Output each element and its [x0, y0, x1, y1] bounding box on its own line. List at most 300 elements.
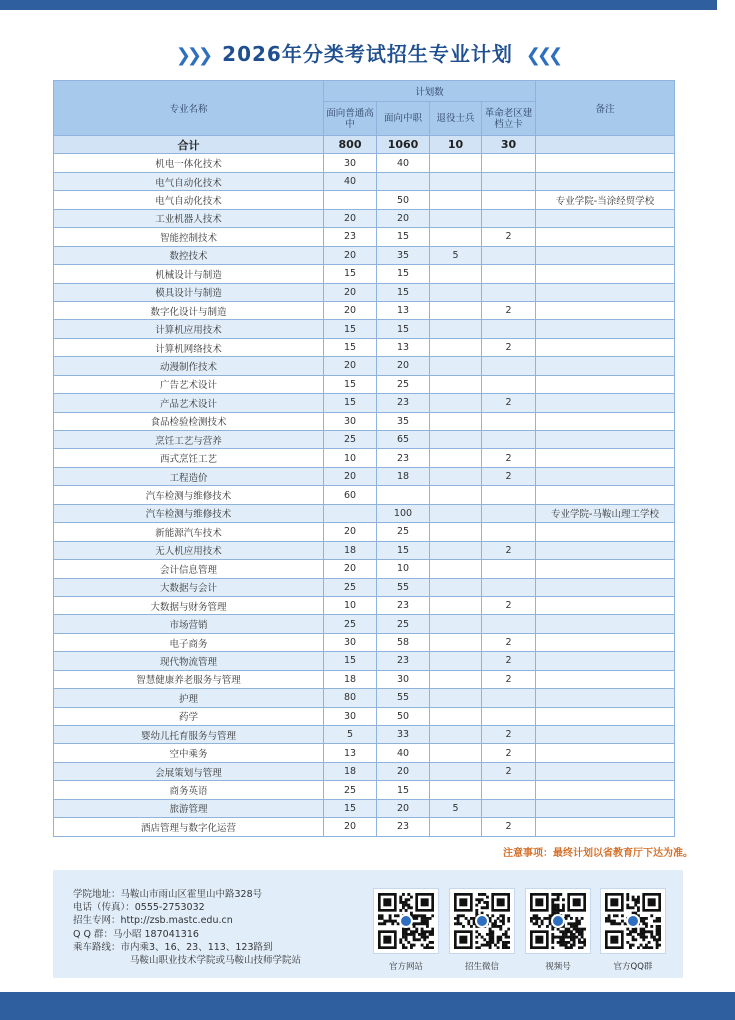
table-row: [54, 633, 675, 651]
veterans-cell: [430, 541, 482, 559]
old-revolutionary-area-cell: 2: [482, 818, 536, 836]
qr-caption: 官方网站: [388, 962, 423, 972]
veterans-cell: [430, 154, 482, 172]
veterans-cell: [430, 265, 482, 283]
old-revolutionary-area-cell: 2: [482, 762, 536, 780]
veterans-cell: [430, 283, 482, 301]
vocational-school-cell: 30: [377, 670, 430, 688]
table-row: [54, 375, 675, 393]
veterans-cell: [430, 357, 482, 375]
note-cell: [536, 615, 675, 633]
old-revolutionary-area-cell: [482, 320, 536, 338]
table-row: [54, 744, 675, 762]
header-veterans: 退役士兵: [430, 102, 482, 136]
vocational-school-cell: 10: [377, 560, 430, 578]
vocational-school-cell: 35: [377, 246, 430, 264]
general-high-school-cell: 25: [324, 781, 377, 799]
qr-code-icon: [525, 888, 591, 954]
veterans-cell: [430, 523, 482, 541]
old-revolutionary-area-cell: [482, 689, 536, 707]
contact-address: 学院地址：马鞍山市雨山区霍里山中路328号: [73, 889, 263, 900]
note-cell: [536, 375, 675, 393]
major-name-cell: 大数据与财务管理: [54, 596, 324, 614]
note-cell: [536, 523, 675, 541]
vocational-school-cell: 23: [377, 652, 430, 670]
vocational-school-cell: 15: [377, 541, 430, 559]
veterans-cell: [430, 467, 482, 485]
note-cell: [536, 338, 675, 356]
old-revolutionary-area-cell: [482, 615, 536, 633]
total-label: 合计: [54, 136, 324, 154]
major-name-cell: 电气自动化技术: [54, 172, 324, 190]
vocational-school-cell: 15: [377, 283, 430, 301]
note-cell: [536, 431, 675, 449]
table-row: [54, 762, 675, 780]
general-high-school-cell: 5: [324, 726, 377, 744]
note-cell: 专业学院-马鞍山理工学校: [536, 504, 675, 522]
old-revolutionary-area-cell: [482, 578, 536, 596]
table-row: [54, 246, 675, 264]
note-cell: 专业学院-当涂经贸学校: [536, 191, 675, 209]
vocational-school-cell: 23: [377, 818, 430, 836]
general-high-school-cell: 40: [324, 172, 377, 190]
general-high-school-cell: 15: [324, 320, 377, 338]
old-revolutionary-area-cell: 2: [482, 744, 536, 762]
old-revolutionary-area-cell: [482, 191, 536, 209]
veterans-cell: 5: [430, 799, 482, 817]
vocational-school-cell: 20: [377, 209, 430, 227]
old-revolutionary-area-cell: 2: [482, 301, 536, 319]
table-row: [54, 523, 675, 541]
vocational-school-cell: 40: [377, 744, 430, 762]
note-cell: [536, 596, 675, 614]
total-c: 10: [430, 136, 482, 154]
general-high-school-cell: 20: [324, 357, 377, 375]
chevron-right-icon: ❯❯❯: [175, 45, 210, 66]
general-high-school-cell: 15: [324, 265, 377, 283]
note-cell: [536, 541, 675, 559]
table-row: [54, 357, 675, 375]
vocational-school-cell: 25: [377, 375, 430, 393]
bottom-band: [0, 992, 735, 1020]
general-high-school-cell: 20: [324, 301, 377, 319]
veterans-cell: [430, 818, 482, 836]
contact-website[interactable]: 招生专网：http://zsb.mastc.edu.cn: [73, 915, 233, 927]
table-row: [54, 394, 675, 412]
vocational-school-cell: [377, 172, 430, 190]
note-cell: [536, 228, 675, 246]
major-name-cell: 护理: [54, 689, 324, 707]
note-cell: [536, 467, 675, 485]
veterans-cell: [430, 689, 482, 707]
general-high-school-cell: 25: [324, 431, 377, 449]
vocational-school-cell: 23: [377, 449, 430, 467]
vocational-school-cell: 20: [377, 799, 430, 817]
header-major: 专业名称: [54, 81, 324, 136]
vocational-school-cell: 18: [377, 467, 430, 485]
old-revolutionary-area-cell: [482, 486, 536, 504]
general-high-school-cell: 10: [324, 596, 377, 614]
general-high-school-cell: 20: [324, 209, 377, 227]
old-revolutionary-area-cell: 2: [482, 670, 536, 688]
general-high-school-cell: 15: [324, 338, 377, 356]
major-name-cell: 酒店管理与数字化运营: [54, 818, 324, 836]
vocational-school-cell: 40: [377, 154, 430, 172]
old-revolutionary-area-cell: [482, 560, 536, 578]
veterans-cell: [430, 172, 482, 190]
old-revolutionary-area-cell: [482, 246, 536, 264]
old-revolutionary-area-cell: 2: [482, 726, 536, 744]
major-name-cell: 数控技术: [54, 246, 324, 264]
footnote-text: 最终计划以省教育厅下达为准。: [553, 848, 693, 859]
table-row: [54, 265, 675, 283]
major-name-cell: 机电一体化技术: [54, 154, 324, 172]
qr-official-website[interactable]: [373, 888, 439, 972]
major-name-cell: 智慧健康养老服务与管理: [54, 670, 324, 688]
note-cell: [536, 449, 675, 467]
vocational-school-cell: 25: [377, 615, 430, 633]
vocational-school-cell: 15: [377, 781, 430, 799]
table-row: [54, 154, 675, 172]
note-cell: [536, 799, 675, 817]
general-high-school-cell: 60: [324, 486, 377, 504]
vocational-school-cell: 15: [377, 320, 430, 338]
note-cell: [536, 265, 675, 283]
major-name-cell: 食品检验检测技术: [54, 412, 324, 430]
major-name-cell: 产品艺术设计: [54, 394, 324, 412]
qr-caption: 招生微信: [464, 962, 499, 972]
major-name-cell: 动漫制作技术: [54, 357, 324, 375]
contact-phone: 电话（传真）：0555-2753032: [73, 902, 205, 914]
header-old-revolutionary-area: 革命老区建档立卡: [482, 102, 536, 136]
vocational-school-cell: 20: [377, 357, 430, 375]
vocational-school-cell: 15: [377, 265, 430, 283]
old-revolutionary-area-cell: 2: [482, 449, 536, 467]
header-vocational-school: 面向中职: [377, 102, 430, 136]
old-revolutionary-area-cell: 2: [482, 467, 536, 485]
major-name-cell: 空中乘务: [54, 744, 324, 762]
vocational-school-cell: 50: [377, 707, 430, 725]
general-high-school-cell: 15: [324, 652, 377, 670]
general-high-school-cell: 18: [324, 541, 377, 559]
veterans-cell: [430, 375, 482, 393]
note-cell: [536, 633, 675, 651]
table-row: [54, 209, 675, 227]
veterans-cell: [430, 412, 482, 430]
table-row: [54, 596, 675, 614]
major-name-cell: 药学: [54, 707, 324, 725]
vocational-school-cell: 58: [377, 633, 430, 651]
contact-info: [73, 888, 301, 967]
major-name-cell: 会展策划与管理: [54, 762, 324, 780]
qr-code-icon: [373, 888, 439, 954]
header-general-high-school: 面向普通高中: [324, 102, 377, 136]
major-name-cell: 计算机应用技术: [54, 320, 324, 338]
table-row: [54, 781, 675, 799]
note-cell: [536, 762, 675, 780]
general-high-school-cell: 20: [324, 560, 377, 578]
total-a: 800: [324, 136, 377, 154]
vocational-school-cell: 13: [377, 338, 430, 356]
table-row: [54, 652, 675, 670]
major-name-cell: 新能源汽车技术: [54, 523, 324, 541]
total-row: [54, 136, 675, 154]
footnote-label: 注意事项：: [503, 848, 553, 859]
veterans-cell: [430, 652, 482, 670]
top-band: [0, 0, 735, 10]
old-revolutionary-area-cell: 2: [482, 228, 536, 246]
old-revolutionary-area-cell: [482, 357, 536, 375]
general-high-school-cell: 23: [324, 228, 377, 246]
table-row: [54, 283, 675, 301]
veterans-cell: [430, 191, 482, 209]
old-revolutionary-area-cell: 2: [482, 394, 536, 412]
veterans-cell: [430, 301, 482, 319]
veterans-cell: [430, 726, 482, 744]
major-name-cell: 数字化设计与制造: [54, 301, 324, 319]
table-row: [54, 338, 675, 356]
note-cell: [536, 781, 675, 799]
general-high-school-cell: 80: [324, 689, 377, 707]
table-row: [54, 320, 675, 338]
table-row: [54, 689, 675, 707]
old-revolutionary-area-cell: 2: [482, 541, 536, 559]
general-high-school-cell: 30: [324, 633, 377, 651]
general-high-school-cell: 25: [324, 615, 377, 633]
note-cell: [536, 560, 675, 578]
table-row: [54, 707, 675, 725]
old-revolutionary-area-cell: [482, 283, 536, 301]
old-revolutionary-area-cell: [482, 209, 536, 227]
table-row: [54, 431, 675, 449]
vocational-school-cell: 100: [377, 504, 430, 522]
old-revolutionary-area-cell: [482, 172, 536, 190]
note-cell: [536, 320, 675, 338]
general-high-school-cell: [324, 191, 377, 209]
table-row: [54, 726, 675, 744]
old-revolutionary-area-cell: [482, 431, 536, 449]
old-revolutionary-area-cell: [482, 799, 536, 817]
major-name-cell: 汽车检测与维修技术: [54, 486, 324, 504]
general-high-school-cell: 20: [324, 246, 377, 264]
note-cell: [536, 726, 675, 744]
vocational-school-cell: 13: [377, 301, 430, 319]
old-revolutionary-area-cell: 2: [482, 596, 536, 614]
table-row: [54, 412, 675, 430]
table-row: [54, 301, 675, 319]
general-high-school-cell: 13: [324, 744, 377, 762]
qr-video-channel[interactable]: [525, 888, 591, 972]
major-name-cell: 无人机应用技术: [54, 541, 324, 559]
old-revolutionary-area-cell: [482, 412, 536, 430]
major-name-cell: 商务英语: [54, 781, 324, 799]
old-revolutionary-area-cell: [482, 504, 536, 522]
general-high-school-cell: 25: [324, 578, 377, 596]
qr-admission-wechat[interactable]: [449, 888, 515, 972]
old-revolutionary-area-cell: [482, 781, 536, 799]
qr-official-qq-group[interactable]: [600, 888, 666, 972]
general-high-school-cell: 20: [324, 283, 377, 301]
contact-qq: Q Q 群：马小昭 187041316: [73, 928, 199, 940]
major-name-cell: 汽车检测与维修技术: [54, 504, 324, 522]
vocational-school-cell: 25: [377, 523, 430, 541]
note-cell: [536, 652, 675, 670]
note-cell: [536, 689, 675, 707]
table-row: [54, 670, 675, 688]
total-note: [536, 136, 675, 154]
table-row: [54, 228, 675, 246]
general-high-school-cell: 30: [324, 154, 377, 172]
note-cell: [536, 209, 675, 227]
vocational-school-cell: 23: [377, 394, 430, 412]
major-name-cell: 工程造价: [54, 467, 324, 485]
vocational-school-cell: 35: [377, 412, 430, 430]
general-high-school-cell: 20: [324, 818, 377, 836]
general-high-school-cell: 30: [324, 412, 377, 430]
table-row: [54, 578, 675, 596]
note-cell: [536, 394, 675, 412]
general-high-school-cell: 20: [324, 523, 377, 541]
major-name-cell: 西式烹饪工艺: [54, 449, 324, 467]
veterans-cell: [430, 762, 482, 780]
veterans-cell: [430, 615, 482, 633]
note-cell: [536, 412, 675, 430]
veterans-cell: [430, 596, 482, 614]
veterans-cell: [430, 486, 482, 504]
general-high-school-cell: 18: [324, 762, 377, 780]
qr-code-icon: [449, 888, 515, 954]
major-name-cell: 电气自动化技术: [54, 191, 324, 209]
veterans-cell: [430, 781, 482, 799]
major-name-cell: 会计信息管理: [54, 560, 324, 578]
veterans-cell: 5: [430, 246, 482, 264]
plan-table: [53, 80, 675, 837]
major-name-cell: 婴幼儿托育服务与管理: [54, 726, 324, 744]
vocational-school-cell: 20: [377, 762, 430, 780]
note-cell: [536, 172, 675, 190]
page-title-wrap: [0, 38, 735, 67]
table-row: [54, 467, 675, 485]
major-name-cell: 机械设计与制造: [54, 265, 324, 283]
note-cell: [536, 357, 675, 375]
veterans-cell: [430, 228, 482, 246]
header-plan: 计划数: [324, 81, 536, 102]
old-revolutionary-area-cell: 2: [482, 338, 536, 356]
old-revolutionary-area-cell: [482, 154, 536, 172]
page-title: 2026年分类考试招生专业计划: [222, 42, 513, 66]
old-revolutionary-area-cell: [482, 707, 536, 725]
table-row: [54, 172, 675, 190]
general-high-school-cell: 10: [324, 449, 377, 467]
total-d: 30: [482, 136, 536, 154]
major-name-cell: 市场营销: [54, 615, 324, 633]
veterans-cell: [430, 504, 482, 522]
old-revolutionary-area-cell: 2: [482, 633, 536, 651]
table-row: [54, 560, 675, 578]
major-name-cell: 智能控制技术: [54, 228, 324, 246]
major-name-cell: 旅游管理: [54, 799, 324, 817]
old-revolutionary-area-cell: [482, 265, 536, 283]
veterans-cell: [430, 578, 482, 596]
veterans-cell: [430, 394, 482, 412]
general-high-school-cell: 15: [324, 394, 377, 412]
vocational-school-cell: 50: [377, 191, 430, 209]
veterans-cell: [430, 209, 482, 227]
note-cell: [536, 246, 675, 264]
note-cell: [536, 154, 675, 172]
header-note: 备注: [536, 81, 675, 136]
table-row: [54, 541, 675, 559]
note-cell: [536, 707, 675, 725]
veterans-cell: [430, 338, 482, 356]
general-high-school-cell: [324, 504, 377, 522]
general-high-school-cell: 15: [324, 799, 377, 817]
veterans-cell: [430, 670, 482, 688]
table-row: [54, 818, 675, 836]
note-cell: [536, 301, 675, 319]
major-name-cell: 电子商务: [54, 633, 324, 651]
total-b: 1060: [377, 136, 430, 154]
contact-route-cont: 马鞍山职业技术学院或马鞍山技师学院站: [130, 955, 302, 967]
table-row: [54, 504, 675, 522]
major-name-cell: 烹饪工艺与营养: [54, 431, 324, 449]
old-revolutionary-area-cell: [482, 375, 536, 393]
table-row: [54, 486, 675, 504]
contact-route: 乘车路线：市内乘3、16、23、113、123路到: [73, 941, 273, 953]
vocational-school-cell: 55: [377, 578, 430, 596]
general-high-school-cell: 18: [324, 670, 377, 688]
vocational-school-cell: 23: [377, 596, 430, 614]
qr-code-icon: [600, 888, 666, 954]
note-cell: [536, 486, 675, 504]
footnote: [503, 844, 693, 859]
table-row: [54, 449, 675, 467]
old-revolutionary-area-cell: [482, 523, 536, 541]
veterans-cell: [430, 449, 482, 467]
major-name-cell: 大数据与会计: [54, 578, 324, 596]
general-high-school-cell: 30: [324, 707, 377, 725]
table-row: [54, 615, 675, 633]
contact-panel: [53, 870, 683, 978]
old-revolutionary-area-cell: 2: [482, 652, 536, 670]
veterans-cell: [430, 431, 482, 449]
qr-caption: 视频号: [545, 962, 571, 972]
major-name-cell: 广告艺术设计: [54, 375, 324, 393]
major-name-cell: 现代物流管理: [54, 652, 324, 670]
major-name-cell: 计算机网络技术: [54, 338, 324, 356]
general-high-school-cell: 15: [324, 375, 377, 393]
vocational-school-cell: 33: [377, 726, 430, 744]
vocational-school-cell: [377, 486, 430, 504]
veterans-cell: [430, 560, 482, 578]
veterans-cell: [430, 320, 482, 338]
veterans-cell: [430, 707, 482, 725]
table-row: [54, 191, 675, 209]
table-row: [54, 799, 675, 817]
vocational-school-cell: 55: [377, 689, 430, 707]
qr-caption: 官方QQ群: [613, 962, 653, 972]
major-name-cell: 工业机器人技术: [54, 209, 324, 227]
chevron-left-icon: ❮❮❮: [525, 45, 560, 66]
vocational-school-cell: 15: [377, 228, 430, 246]
veterans-cell: [430, 633, 482, 651]
note-cell: [536, 283, 675, 301]
vocational-school-cell: 65: [377, 431, 430, 449]
veterans-cell: [430, 744, 482, 762]
note-cell: [536, 670, 675, 688]
note-cell: [536, 818, 675, 836]
note-cell: [536, 578, 675, 596]
